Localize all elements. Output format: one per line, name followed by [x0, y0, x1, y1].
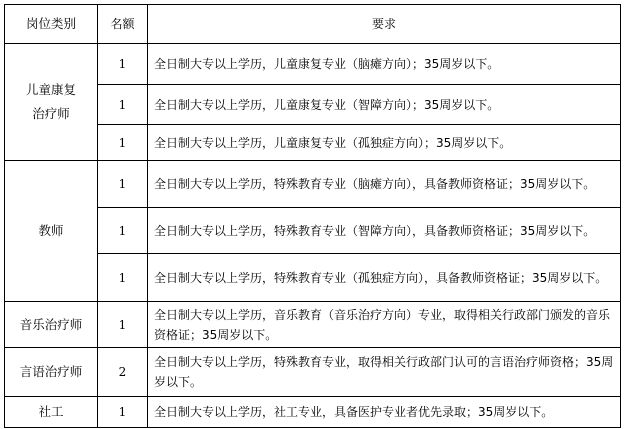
requirement-cell: 全日制大专以上学历，音乐教育（音乐治疗方向）专业，取得相关行政部门颁发的音乐资格证；35周岁以下。 [148, 302, 621, 348]
quota-cell: 1 [98, 302, 148, 348]
requirement-cell: 全日制大专以上学历，儿童康复专业（智障方向）；35周岁以下。 [148, 85, 621, 125]
header-position-category: 岗位类别 [5, 5, 98, 44]
table-row [5, 348, 621, 397]
recruitment-table [4, 4, 621, 428]
category-cell: 音乐治疗师 [5, 302, 98, 348]
requirement-cell: 全日制大专以上学历，儿童康复专业（孤独症方向）；35周岁以下。 [148, 125, 621, 161]
table-row [5, 125, 621, 161]
requirement-cell: 全日制大专以上学历，社工专业，具备医护专业者优先录取；35周岁以下。 [148, 397, 621, 428]
table-row [5, 302, 621, 348]
quota-cell: 1 [98, 254, 148, 302]
category-line: 儿童康复 [25, 82, 76, 97]
table-row [5, 254, 621, 302]
requirement-cell: 全日制大专以上学历，特殊教育专业（孤独症方向），具备教师资格证；35周岁以下。 [148, 254, 621, 302]
quota-cell: 1 [98, 208, 148, 254]
quota-cell: 2 [98, 348, 148, 397]
table-row [5, 85, 621, 125]
table-row [5, 397, 621, 428]
requirement-cell: 全日制大专以上学历，特殊教育专业（脑瘫方向），具备教师资格证；35周岁以下。 [148, 161, 621, 208]
requirement-cell: 全日制大专以上学历，儿童康复专业（脑瘫方向）；35周岁以下。 [148, 44, 621, 85]
category-cell: 社工 [5, 397, 98, 428]
category-cell: 教师 [5, 161, 98, 302]
table-row [5, 44, 621, 85]
category-cell: 言语治疗师 [5, 348, 98, 397]
category-line: 治疗师 [32, 106, 70, 121]
header-quota: 名额 [98, 5, 148, 44]
requirement-cell: 全日制大专以上学历，特殊教育专业（智障方向），具备教师资格证；35周岁以下。 [148, 208, 621, 254]
category-cell [5, 44, 98, 161]
quota-cell: 1 [98, 44, 148, 85]
quota-cell: 1 [98, 161, 148, 208]
quota-cell: 1 [98, 125, 148, 161]
quota-cell: 1 [98, 397, 148, 428]
requirement-cell: 全日制大专以上学历，特殊教育专业，取得相关行政部门认可的言语治疗师资格；35周岁以下。 [148, 348, 621, 397]
header-row [5, 5, 621, 44]
table-row [5, 208, 621, 254]
table-row [5, 161, 621, 208]
quota-cell: 1 [98, 85, 148, 125]
header-requirements: 要求 [148, 5, 621, 44]
